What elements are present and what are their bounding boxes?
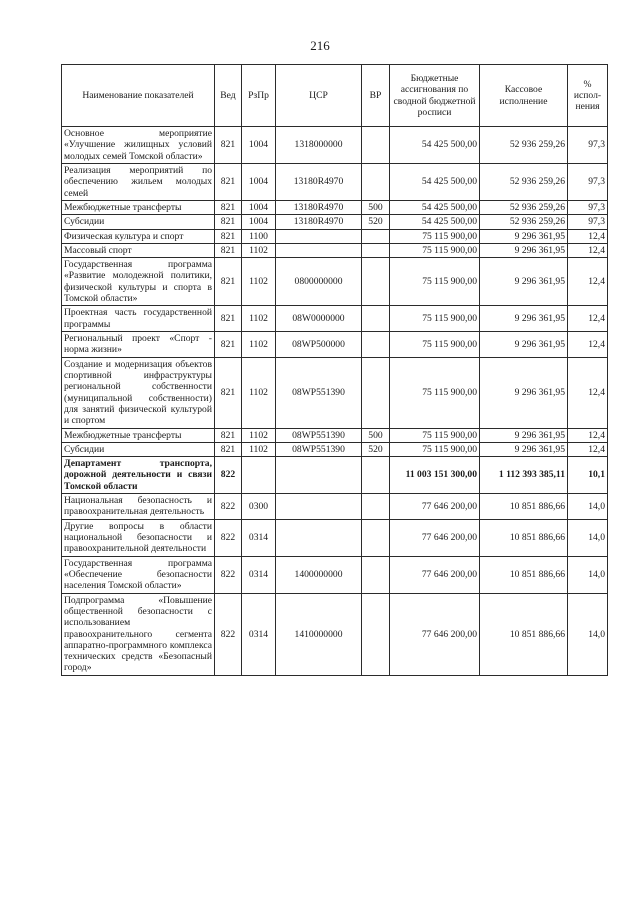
table-row [62,215,608,229]
cell-rzpr: 1102 [242,258,276,306]
cell-pct: 12,4 [568,258,608,306]
cell-ved: 821 [215,306,242,332]
cell-budget: 54 425 500,00 [390,127,480,164]
cell-vr [362,332,390,358]
cell-budget: 77 646 200,00 [390,556,480,593]
cell-budget: 77 646 200,00 [390,593,480,675]
cell-cash: 52 936 259,26 [480,215,568,229]
cell-budget: 75 115 900,00 [390,306,480,332]
cell-rzpr: 1102 [242,243,276,257]
cell-ved: 822 [215,457,242,494]
table-row [62,428,608,442]
cell-rzpr: 1004 [242,215,276,229]
cell-cash: 52 936 259,26 [480,163,568,200]
cell-rzpr: 1102 [242,306,276,332]
cell-pct: 14,0 [568,556,608,593]
table-row [62,457,608,494]
cell-ved: 821 [215,442,242,456]
table-row [62,258,608,306]
cell-ved: 821 [215,229,242,243]
table-row [62,519,608,556]
cell-budget: 75 115 900,00 [390,442,480,456]
cell-cash: 9 296 361,95 [480,357,568,428]
cell-name: Субсидии [62,215,215,229]
table-row [62,593,608,675]
cell-cash: 9 296 361,95 [480,243,568,257]
cell-rzpr: 1102 [242,442,276,456]
cell-csr: 13180R4970 [276,200,362,214]
cell-ved: 821 [215,332,242,358]
cell-budget: 75 115 900,00 [390,229,480,243]
cell-ved: 822 [215,593,242,675]
cell-cash: 9 296 361,95 [480,442,568,456]
cell-csr: 08WP551390 [276,428,362,442]
cell-ved: 822 [215,494,242,520]
cell-csr [276,457,362,494]
table-row [62,127,608,164]
cell-vr: 520 [362,442,390,456]
cell-pct: 97,3 [568,215,608,229]
cell-vr [362,494,390,520]
cell-name: Создание и модернизация объектов спортивной инфраструктуры региональной собственности (муниципальной собственности) для занятий физической культурой и спортом [62,357,215,428]
cell-name: Межбюджетные трансферты [62,428,215,442]
cell-budget: 54 425 500,00 [390,163,480,200]
cell-name: Государственная программа «Обеспечение безопасности населения Томской области» [62,556,215,593]
cell-pct: 14,0 [568,494,608,520]
cell-name: Межбюджетные трансферты [62,200,215,214]
cell-csr: 13180R4970 [276,163,362,200]
cell-rzpr: 1100 [242,229,276,243]
cell-rzpr: 1004 [242,163,276,200]
cell-vr [362,593,390,675]
cell-cash: 9 296 361,95 [480,306,568,332]
cell-ved: 822 [215,556,242,593]
cell-cash: 9 296 361,95 [480,258,568,306]
cell-ved: 821 [215,127,242,164]
cell-vr [362,556,390,593]
cell-pct: 10,1 [568,457,608,494]
cell-cash: 10 851 886,66 [480,556,568,593]
cell-ved: 821 [215,428,242,442]
cell-rzpr: 1004 [242,200,276,214]
cell-pct: 14,0 [568,593,608,675]
cell-csr: 08WP551390 [276,357,362,428]
cell-pct: 12,4 [568,332,608,358]
cell-budget: 54 425 500,00 [390,200,480,214]
table-row [62,442,608,456]
table-body [62,127,608,676]
header-pct: % испол-нения [568,65,608,127]
cell-pct: 12,4 [568,357,608,428]
table-row [62,163,608,200]
header-budget: Бюджетные ассигнования по сводной бюджетной росписи [390,65,480,127]
cell-ved: 821 [215,258,242,306]
table-row [62,306,608,332]
cell-vr [362,457,390,494]
cell-csr: 08WP551390 [276,442,362,456]
header-vr: ВР [362,65,390,127]
cell-rzpr: 1004 [242,127,276,164]
cell-csr [276,229,362,243]
cell-pct: 14,0 [568,519,608,556]
cell-csr: 1410000000 [276,593,362,675]
cell-ved: 821 [215,163,242,200]
cell-pct: 97,3 [568,127,608,164]
cell-pct: 12,4 [568,442,608,456]
cell-name: Физическая культура и спорт [62,229,215,243]
cell-name: Основное мероприятие «Улучшение жилищных условий молодых семей Томской области» [62,127,215,164]
cell-csr: 0800000000 [276,258,362,306]
cell-name: Подпрограмма «Повышение общественной безопасности с использованием правоохранительного сегмента аппаратно-программного комплекса технических средств «Безопасный город» [62,593,215,675]
header-rzpr: РзПр [242,65,276,127]
cell-rzpr: 1102 [242,357,276,428]
cell-budget: 75 115 900,00 [390,428,480,442]
cell-cash: 52 936 259,26 [480,200,568,214]
cell-csr: 13180R4970 [276,215,362,229]
table-row [62,200,608,214]
cell-ved: 821 [215,215,242,229]
cell-pct: 97,3 [568,163,608,200]
cell-name: Региональный проект «Спорт - норма жизни» [62,332,215,358]
cell-vr [362,357,390,428]
cell-name: Субсидии [62,442,215,456]
table-row [62,229,608,243]
cell-csr: 08WP500000 [276,332,362,358]
cell-vr [362,258,390,306]
cell-vr [362,306,390,332]
header-row [62,65,608,127]
cell-pct: 12,4 [568,428,608,442]
cell-ved: 822 [215,519,242,556]
cell-vr: 500 [362,200,390,214]
table-row [62,494,608,520]
cell-rzpr: 0314 [242,556,276,593]
cell-budget: 77 646 200,00 [390,494,480,520]
cell-name: Проектная часть государственной программы [62,306,215,332]
cell-vr [362,127,390,164]
cell-ved: 821 [215,243,242,257]
cell-name: Реализация мероприятий по обеспечению жильем молодых семей [62,163,215,200]
cell-rzpr: 0300 [242,494,276,520]
cell-pct: 12,4 [568,229,608,243]
page-number: 216 [310,38,330,53]
cell-pct: 97,3 [568,200,608,214]
cell-budget: 75 115 900,00 [390,243,480,257]
cell-vr: 500 [362,428,390,442]
header-name: Наименование показателей [62,65,215,127]
cell-rzpr: 1102 [242,332,276,358]
cell-cash: 9 296 361,95 [480,332,568,358]
cell-pct: 12,4 [568,306,608,332]
table-row [62,556,608,593]
cell-vr [362,163,390,200]
header-csr: ЦСР [276,65,362,127]
cell-budget: 54 425 500,00 [390,215,480,229]
cell-vr: 520 [362,215,390,229]
cell-budget: 75 115 900,00 [390,332,480,358]
cell-cash: 10 851 886,66 [480,494,568,520]
cell-rzpr [242,457,276,494]
cell-csr [276,243,362,257]
cell-rzpr: 1102 [242,428,276,442]
cell-csr [276,494,362,520]
cell-vr [362,243,390,257]
cell-name: Другие вопросы в области национальной безопасности и правоохранительной деятельности [62,519,215,556]
cell-cash: 1 112 393 385,11 [480,457,568,494]
cell-csr [276,519,362,556]
table-row [62,357,608,428]
cell-cash: 52 936 259,26 [480,127,568,164]
header-cash: Кассовое исполнение [480,65,568,127]
cell-budget: 75 115 900,00 [390,258,480,306]
cell-budget: 75 115 900,00 [390,357,480,428]
cell-cash: 9 296 361,95 [480,428,568,442]
cell-csr: 1318000000 [276,127,362,164]
table-row [62,332,608,358]
cell-cash: 10 851 886,66 [480,519,568,556]
cell-ved: 821 [215,200,242,214]
cell-name: Национальная безопасность и правоохранительная деятельность [62,494,215,520]
cell-name: Массовый спорт [62,243,215,257]
cell-budget: 77 646 200,00 [390,519,480,556]
cell-cash: 9 296 361,95 [480,229,568,243]
cell-budget: 11 003 151 300,00 [390,457,480,494]
cell-pct: 12,4 [568,243,608,257]
cell-csr: 08W0000000 [276,306,362,332]
budget-execution-table [61,64,608,676]
cell-csr: 1400000000 [276,556,362,593]
cell-name: Государственная программа «Развитие молодежной политики, физической культуры и спорта в Томской области» [62,258,215,306]
cell-cash: 10 851 886,66 [480,593,568,675]
cell-vr [362,519,390,556]
cell-ved: 821 [215,357,242,428]
header-ved: Вед [215,65,242,127]
cell-name: Департамент транспорта, дорожной деятельности и связи Томской области [62,457,215,494]
table-row [62,243,608,257]
cell-rzpr: 0314 [242,519,276,556]
cell-vr [362,229,390,243]
cell-rzpr: 0314 [242,593,276,675]
